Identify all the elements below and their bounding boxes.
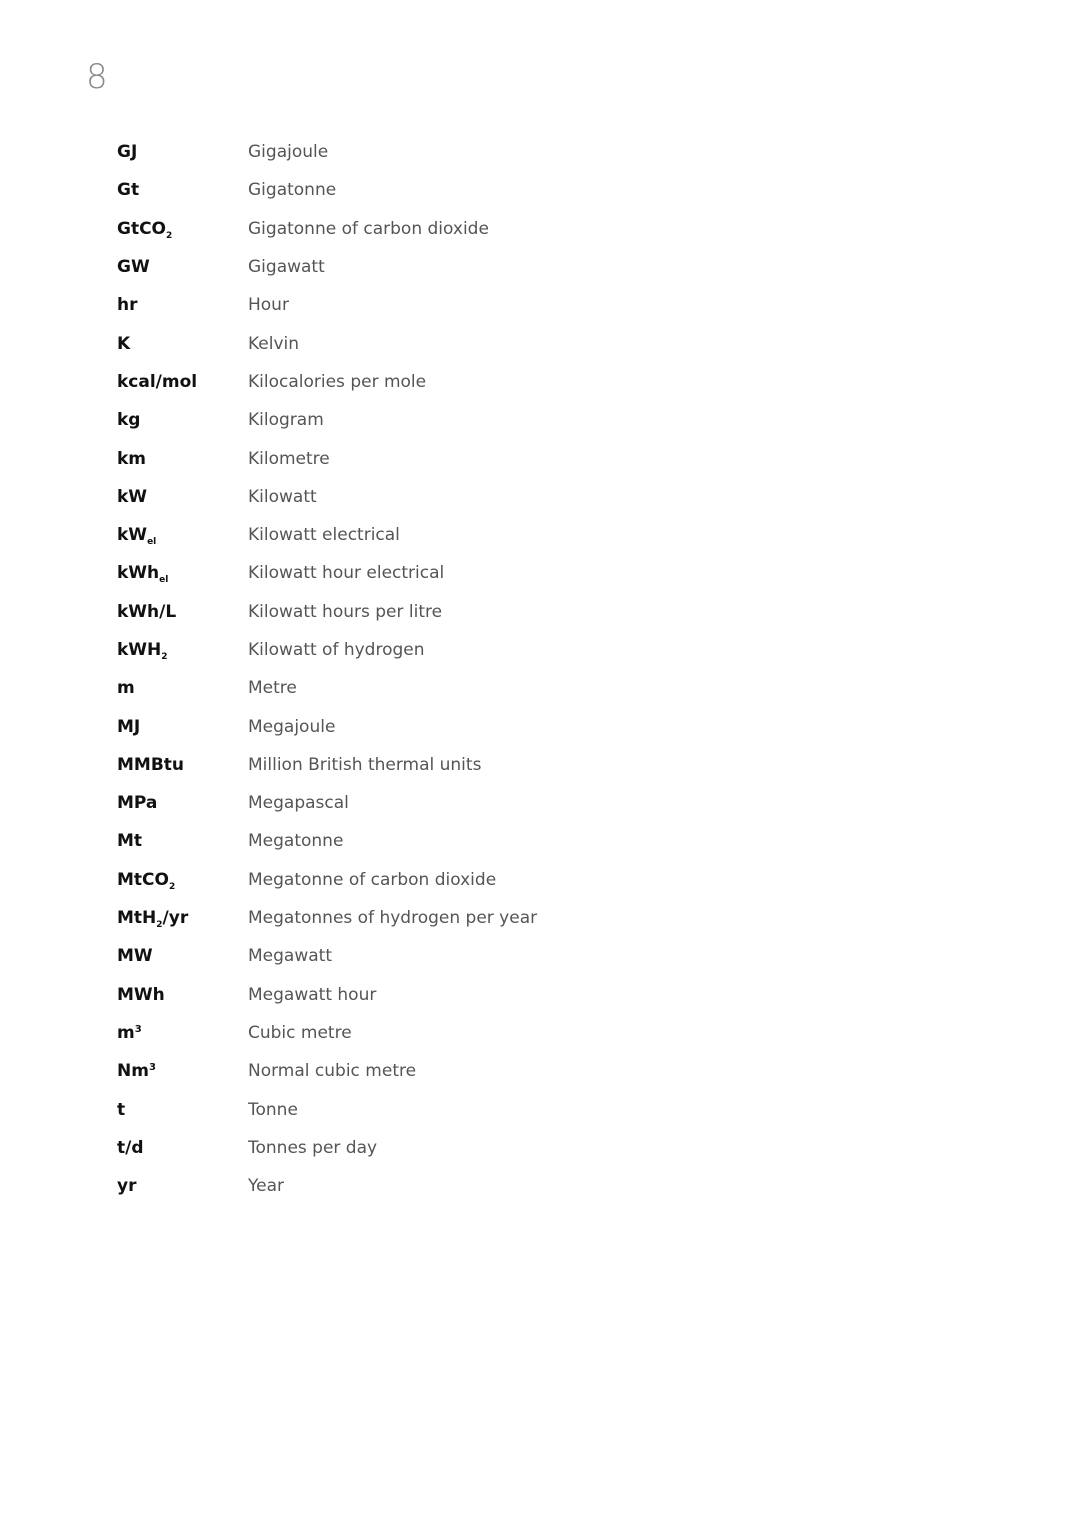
- abbreviation: [117, 717, 248, 737]
- abbreviation-superscript: 3: [148, 1062, 156, 1074]
- abbreviation-base: MMBtu: [117, 754, 185, 775]
- definition: Year: [248, 1176, 284, 1197]
- glossary-row: [117, 171, 817, 209]
- definition: Megatonne: [248, 831, 344, 852]
- abbreviation: [117, 1061, 248, 1081]
- abbreviation: [117, 563, 248, 586]
- abbreviation-base: GJ: [117, 142, 138, 163]
- glossary-row: [117, 1014, 817, 1052]
- glossary-row: [117, 937, 817, 975]
- abbreviation-base: m: [117, 678, 135, 699]
- abbreviation: [117, 1176, 248, 1196]
- abbreviation: [117, 793, 248, 813]
- abbreviation-suffix: /yr: [162, 908, 189, 929]
- definition: Normal cubic metre: [248, 1061, 417, 1082]
- abbreviation: [117, 755, 248, 775]
- glossary-row: [117, 133, 817, 171]
- definition: Kelvin: [248, 333, 300, 354]
- abbreviation-base: m: [117, 1022, 135, 1043]
- abbreviation-subscript: 2: [168, 881, 176, 892]
- abbreviation: [117, 372, 248, 392]
- abbreviation-base: t: [117, 1099, 126, 1120]
- glossary-row: [117, 210, 817, 248]
- definition: Megajoule: [248, 716, 336, 737]
- abbreviation-base: t/d: [117, 1137, 144, 1158]
- abbreviation-base: Nm: [117, 1061, 149, 1082]
- abbreviation-base: K: [117, 333, 131, 354]
- abbreviation-subscript: 2: [161, 652, 168, 662]
- abbreviation: [117, 142, 248, 162]
- abbreviation-base: Gt: [117, 180, 140, 201]
- abbreviation: [117, 640, 248, 660]
- definition: Kilocalories per mole: [248, 371, 427, 392]
- definition: Kilowatt hour electrical: [248, 563, 445, 584]
- glossary-row: [117, 1052, 817, 1090]
- abbreviation: [117, 831, 248, 851]
- abbreviation-superscript: 3: [134, 1023, 142, 1035]
- definition: Cubic metre: [248, 1022, 352, 1043]
- definition: Tonnes per day: [248, 1137, 378, 1158]
- glossary-row: [117, 324, 817, 362]
- glossary-row: [117, 1129, 817, 1167]
- glossary-row: [117, 899, 817, 937]
- definition: Kilowatt electrical: [248, 525, 400, 546]
- abbreviation-base: km: [117, 448, 147, 469]
- abbreviation: [117, 180, 248, 200]
- glossary-row: [117, 631, 817, 669]
- abbreviation-base: kWh: [117, 563, 160, 584]
- definition: Megawatt: [248, 946, 332, 967]
- abbreviation: [117, 1023, 248, 1043]
- glossary-row: [117, 516, 817, 554]
- definition: Megapascal: [248, 793, 349, 814]
- glossary-row: [117, 1090, 817, 1128]
- definition: Gigajoule: [248, 142, 329, 163]
- definition: Megawatt hour: [248, 984, 377, 1005]
- glossary-row: [117, 478, 817, 516]
- abbreviation-base: kW: [117, 486, 148, 507]
- abbreviation: [117, 1138, 248, 1158]
- glossary-row: [117, 822, 817, 860]
- definition: Gigatonne: [248, 180, 337, 201]
- abbreviation: [117, 678, 248, 698]
- definition: Kilowatt: [248, 486, 317, 507]
- definition: Megatonnes of hydrogen per year: [248, 908, 538, 929]
- glossary-row: [117, 976, 817, 1014]
- glossary-row: [117, 401, 817, 439]
- glossary-row: [117, 861, 817, 899]
- abbreviation: [117, 295, 248, 315]
- abbreviation-base: MWh: [117, 984, 165, 1005]
- abbreviation-base: MJ: [117, 716, 141, 737]
- abbreviation: [117, 985, 248, 1005]
- glossary-row: [117, 286, 817, 324]
- glossary-row: [117, 746, 817, 784]
- abbreviation-subscript: 2: [166, 230, 173, 241]
- abbreviation: [117, 487, 248, 507]
- glossary-row: [117, 707, 817, 745]
- abbreviation-base: hr: [117, 295, 138, 316]
- abbreviation-base: Mt: [117, 831, 143, 852]
- abbreviation-base: kWh/L: [117, 601, 177, 622]
- abbreviation: [117, 1100, 248, 1120]
- abbreviation: [117, 908, 248, 931]
- definition: Gigawatt: [248, 257, 325, 278]
- abbreviation-subscript: el: [159, 575, 169, 586]
- definition: Megatonne of carbon dioxide: [248, 869, 497, 890]
- glossary-row: [117, 593, 817, 631]
- abbreviation-base: MtCO: [117, 869, 169, 890]
- abbreviation: [117, 219, 248, 239]
- page-number: 8: [86, 57, 108, 97]
- abbreviation-base: kg: [117, 410, 141, 431]
- abbreviation: [117, 257, 248, 277]
- glossary-row: [117, 439, 817, 477]
- abbreviation-base: kWH: [117, 640, 162, 660]
- definition: Million British thermal units: [248, 754, 482, 775]
- abbreviation-base: MW: [117, 946, 153, 967]
- glossary-row: [117, 669, 817, 707]
- abbreviation-base: MPa: [117, 793, 158, 814]
- abbreviation-subscript: el: [147, 537, 157, 548]
- abbreviation-base: kcal/mol: [117, 371, 198, 392]
- abbreviation: [117, 870, 248, 890]
- glossary-row: [117, 784, 817, 822]
- abbreviation: [117, 946, 248, 966]
- abbreviation: [117, 602, 248, 622]
- abbreviation-base: kW: [117, 525, 148, 546]
- glossary-row: [117, 248, 817, 286]
- abbreviation-base: GW: [117, 257, 150, 278]
- abbreviation: [117, 449, 248, 469]
- abbreviation-base: MtH: [117, 908, 157, 929]
- definition: Kilowatt hours per litre: [248, 601, 443, 622]
- abbreviation: [117, 334, 248, 354]
- glossary-row: [117, 1167, 817, 1205]
- abbreviation-base: GtCO: [117, 218, 167, 239]
- definition: Gigatonne of carbon dioxide: [248, 218, 489, 239]
- abbreviations-list: [117, 133, 817, 1205]
- definition: Metre: [248, 678, 297, 699]
- definition: Kilogram: [248, 410, 324, 431]
- abbreviation-base: yr: [117, 1176, 137, 1197]
- abbreviation: [117, 410, 248, 430]
- abbreviation: [117, 525, 248, 548]
- definition: Kilowatt of hydrogen: [248, 640, 425, 660]
- definition: Kilometre: [248, 448, 330, 469]
- glossary-row: [117, 554, 817, 592]
- definition: Tonne: [248, 1099, 298, 1120]
- glossary-row: [117, 363, 817, 401]
- abbreviation-subscript: 2: [156, 920, 163, 931]
- definition: Hour: [248, 295, 289, 316]
